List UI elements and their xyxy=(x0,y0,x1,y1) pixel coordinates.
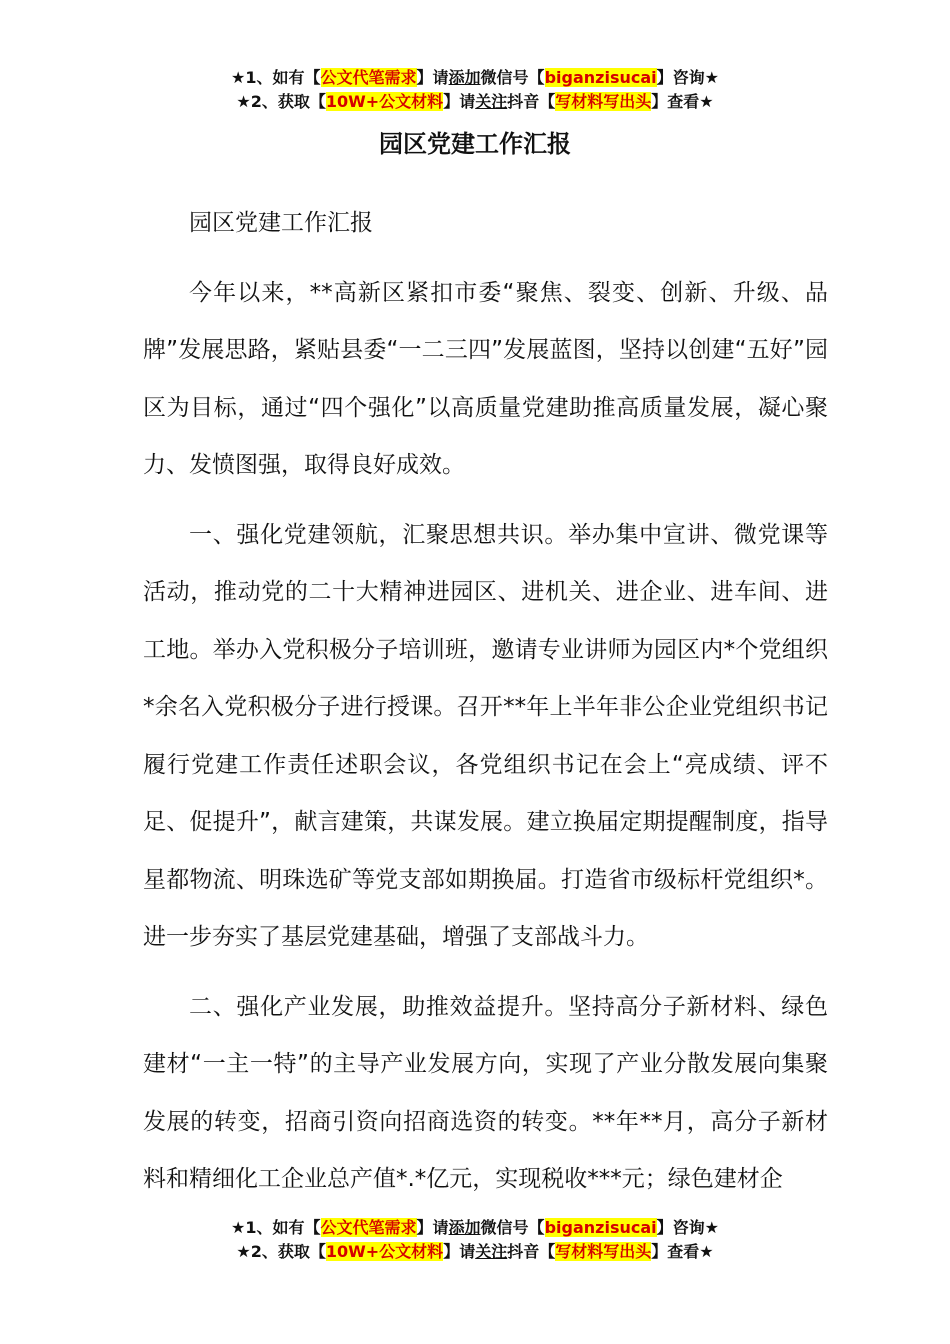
paragraph-section-2: 二、强化产业发展，助推效益提升。坚持高分子新材料、绿色建材“一主一特”的主导产业发展方向，实现了产业分散发展向集聚发展的转变，招商引资向招商选资的转变。**年**月，高分子新材料和精细化工企业总产值*.*亿元，实现税收***元；绿色建材企 xyxy=(143,993,828,1192)
promo-highlight: 写材料写出头 xyxy=(555,1242,652,1261)
promo-highlight: biganzisucai xyxy=(544,68,657,87)
promo-text: 】请 xyxy=(443,1242,476,1261)
promo-highlight: 公文代笔需求 xyxy=(320,68,417,87)
promo-text: 】咨询★ xyxy=(656,68,719,87)
promo-highlight: biganzisucai xyxy=(544,1218,657,1237)
promo-text: 微信号【 xyxy=(480,68,545,87)
promo-line-2 xyxy=(0,90,950,114)
promo-highlight: 写材料写出头 xyxy=(555,92,652,111)
promo-emphasis: 添加 xyxy=(448,1218,481,1237)
promo-highlight: 10W+公文材料 xyxy=(325,1242,444,1261)
promo-text: 】查看★ xyxy=(651,92,714,111)
promo-text: 】请 xyxy=(416,1218,449,1237)
promo-line-1 xyxy=(0,1216,950,1240)
promo-text: ★2、获取【 xyxy=(236,92,326,111)
promo-line-1 xyxy=(0,66,950,90)
document-subtitle: 园区党建工作汇报 xyxy=(189,210,373,236)
promo-emphasis: 添加 xyxy=(448,68,481,87)
promo-text: ★1、如有【 xyxy=(231,68,321,87)
promo-line-2 xyxy=(0,1240,950,1264)
promo-banner-top xyxy=(0,66,950,114)
promo-highlight: 公文代笔需求 xyxy=(320,1218,417,1237)
promo-text: 抖音【 xyxy=(507,92,556,111)
document-body xyxy=(143,195,828,1221)
promo-text: 微信号【 xyxy=(480,1218,545,1237)
document-title: 园区党建工作汇报 xyxy=(379,130,571,158)
promo-emphasis: 关注 xyxy=(475,92,508,111)
promo-text: ★1、如有【 xyxy=(231,1218,321,1237)
promo-banner-bottom xyxy=(0,1216,950,1264)
promo-emphasis: 关注 xyxy=(475,1242,508,1261)
promo-text: ★2、获取【 xyxy=(236,1242,326,1261)
promo-text: 】请 xyxy=(443,92,476,111)
paragraph-intro: 今年以来，**高新区紧扣市委“聚焦、裂变、创新、升级、品牌”发展思路，紧贴县委“一二三四”发展蓝图，坚持以创建“五好”园区为目标，通过“四个强化”以高质量党建助推高质量发展，凝心聚力、发愤图强，取得良好成效。 xyxy=(143,279,828,478)
promo-text: 】查看★ xyxy=(651,1242,714,1261)
paragraph-section-1: 一、强化党建领航，汇聚思想共识。举办集中宣讲、微党课等活动，推动党的二十大精神进园区、进机关、进企业、进车间、进工地。举办入党积极分子培训班，邀请专业讲师为园区内*个党组织*余名入党积极分子进行授课。召开**年上半年非公企业党组织书记履行党建工作责任述职会议，各党组织书记在会上“亮成绩、评不足、促提升”，献言建策，共谋发展。建立换届定期提醒制度，指导星都物流、明珠选矿等党支部如期换届。打造省市级标杆党组织*。进一步夯实了基层党建基础，增强了支部战斗力。 xyxy=(143,521,828,950)
promo-text: 】请 xyxy=(416,68,449,87)
promo-highlight: 10W+公文材料 xyxy=(325,92,444,111)
promo-text: 抖音【 xyxy=(507,1242,556,1261)
promo-text: 】咨询★ xyxy=(656,1218,719,1237)
